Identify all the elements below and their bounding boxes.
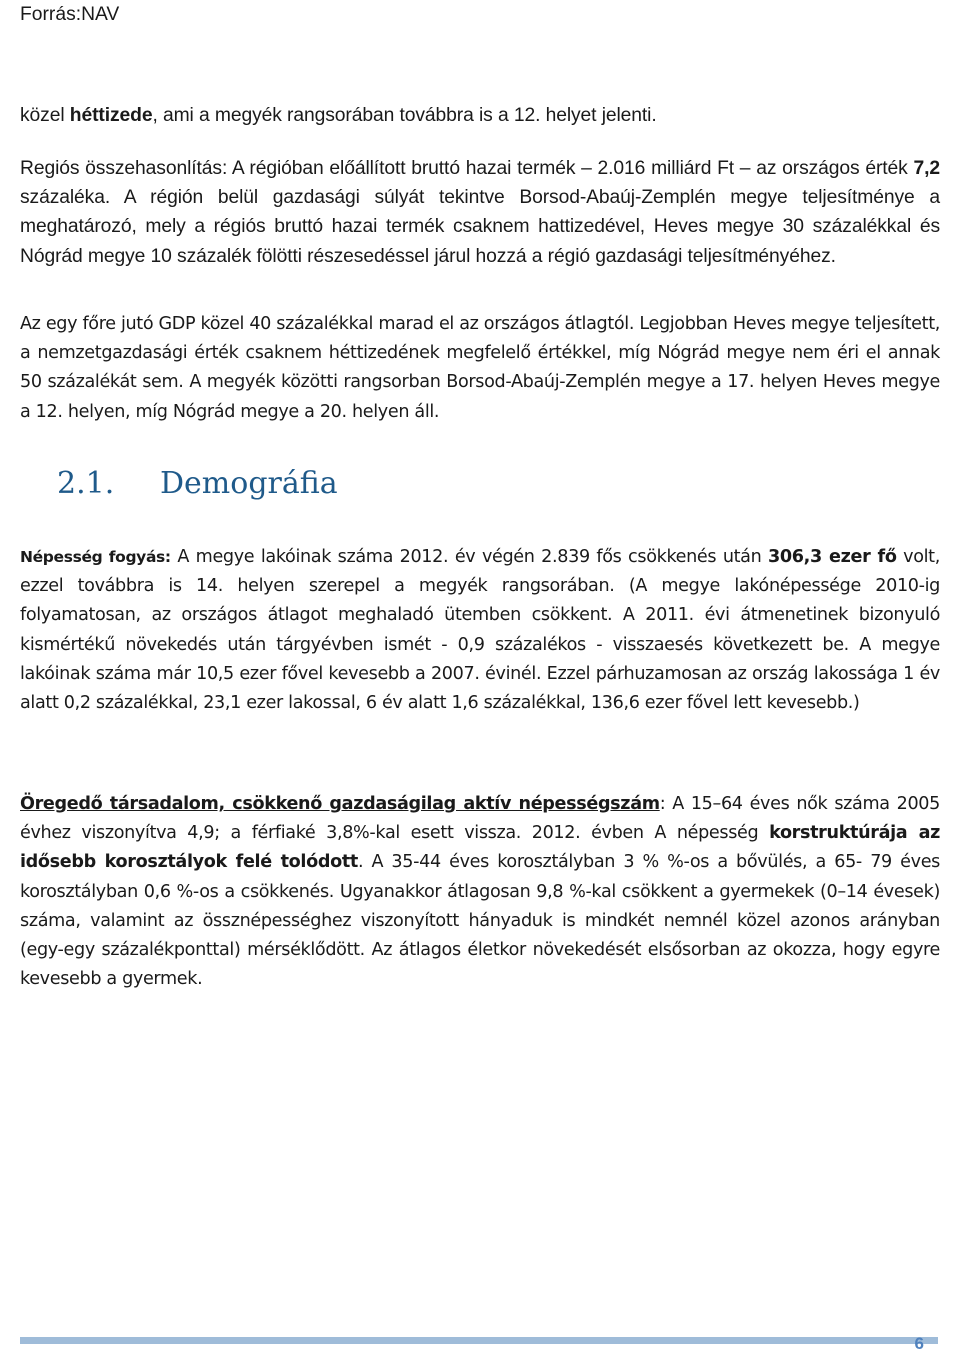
text-run: közel	[20, 105, 70, 126]
bold-run: 306,3 ezer fő	[768, 547, 897, 567]
bold-label: Népesség fogyás:	[20, 548, 171, 566]
text-run: volt, ezzel továbbra is 14. helyen szerepel a megyék rangsorában. (A megye lakónépessége 2010-ig folyamatosan, az országos átlagot meghaladó ütemben csökkent. A 2011. évi átmenetinek bizonyuló kismértékű növekedés után tárgyévben ismét - 0,9 százalékos - visszaesés következett be. A megye lakóinak száma már 10,5 ezer fővel kevesebb a 2007. évinél. Ezzel párhuzamosan az ország lakossága 1 év alatt 0,2 százalékkal, 23,1 ezer lakossal, 6 év alatt 1,6 százalékkal, 136,6 ezer fővel lett kevesebb.)	[20, 547, 940, 714]
text-run: Regiós összehasonlítás: A régióban előállított bruttó hazai termék – 2.016 milliárd Ft – az országos érték	[20, 158, 914, 179]
section-heading	[57, 462, 457, 506]
bold-underlined-run: Öregedő társadalom, csökkenő gazdaságilag aktív népességszám	[20, 794, 660, 814]
bold-run: héttizede	[69, 105, 153, 126]
section-title: Demográfia	[160, 466, 338, 501]
paragraph-regional-comparison	[20, 154, 940, 271]
paragraph-gdp-per-capita	[20, 310, 940, 427]
page-number: 6	[914, 1334, 924, 1353]
paragraph-gdp-rank	[20, 101, 940, 130]
text-run: : A 15–64 éves nők száma 2005 évhez viszonyítva 4,9; a férfiaké 3,8%-kal esett vissza. 2012. évben A népesség	[20, 794, 940, 844]
bold-run: 7,2	[913, 158, 940, 179]
source-label: Forrás:NAV	[20, 4, 120, 25]
text-run: A megye lakóinak száma 2012. év végén 2.839 fős csökkenés után	[170, 547, 768, 567]
paragraph-ageing-society	[20, 790, 940, 994]
text-run: százaléka. A régión belül gazdasági súlyát tekintve Borsod-Abaúj-Zemplén megye teljesítménye a meghatározó, mely a régiós bruttó hazai termék csaknem hattizedével, Heves megye 30 százalékkal és Nógrád megye 10 százalék fölötti részesedéssel járul hozzá a régió gazdasági teljesítményéhez.	[20, 187, 940, 267]
paragraph-text: Az egy főre jutó GDP közel 40 százalékkal marad el az országos átlagtól. Legjobban Heves megye teljesített, a nemzetgazdasági érték csaknem héttizedének megfelelő értékkel, míg Nógrád megye nem éri el annak 50 százalékát sem. A megyék közötti rangsorban Borsod-Abaúj-Zemplén megye a 17. helyen Heves megye a 12. helyen, míg Nógrád megye a 20. helyen áll.	[20, 314, 940, 422]
footer-bar	[20, 1337, 938, 1344]
text-run: . A 35-44 éves korosztályban 3 % %-os a bővülés, a 65- 79 éves korosztályban 0,6 %-os a csökkenés. Ugyanakkor átlagosan 9,8 %-kal csökkent a gyermekek (0–14 évesek) száma, valamint az össznépességhez viszonyított hányaduk is mindkét nemnél közel azonos arányban (egy-egy százalékponttal) mérséklődött. Az átlagos életkor növekedését elsősorban az okozza, hogy egyre kevesebb a gyermek.	[20, 852, 940, 990]
text-run: , ami a megyék rangsorában továbbra is a 12. helyet jelenti.	[152, 105, 657, 126]
paragraph-population-decline	[20, 543, 940, 718]
bold-run: korstruktúrája az idősebb korosztályok felé tolódott	[20, 823, 940, 873]
section-number: 2.1.	[57, 466, 115, 501]
